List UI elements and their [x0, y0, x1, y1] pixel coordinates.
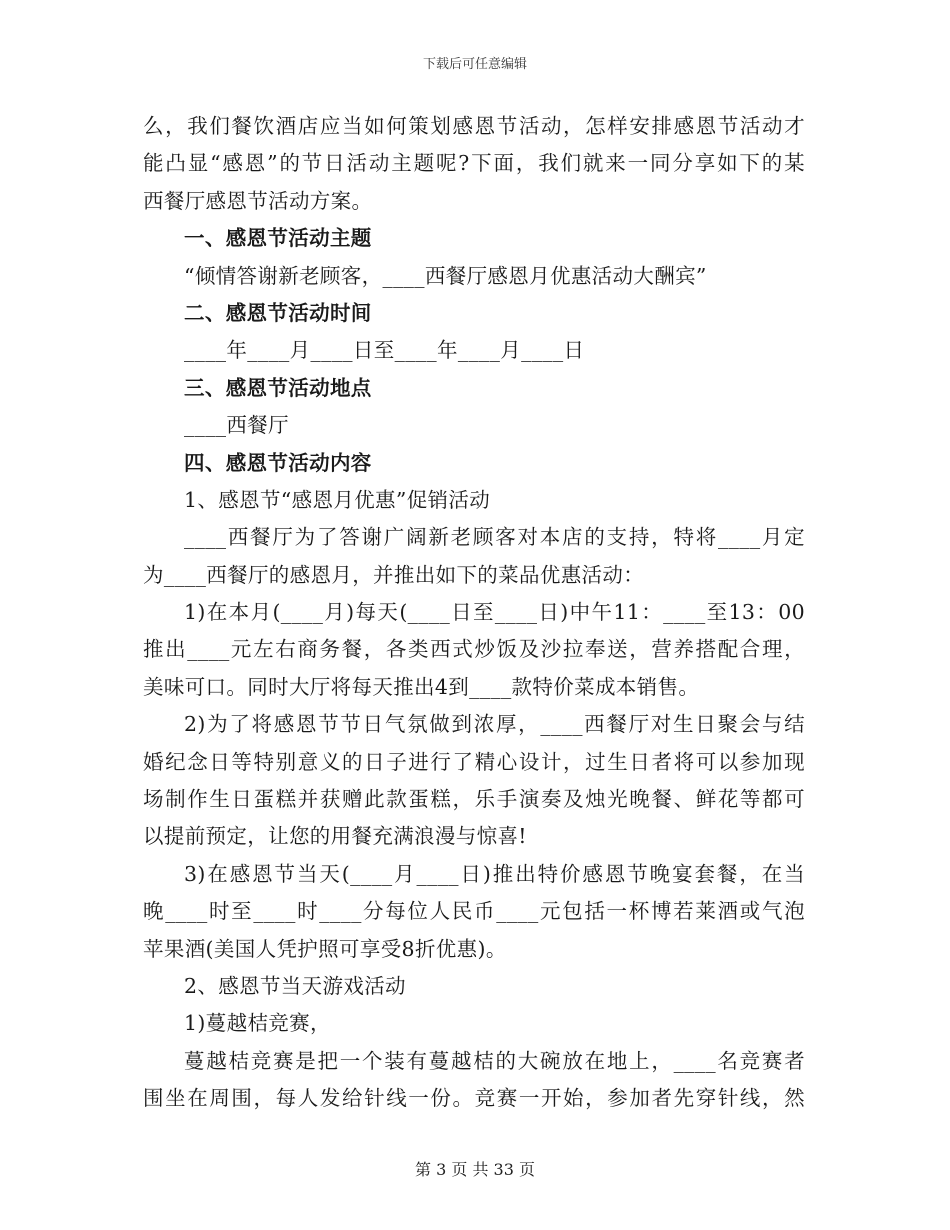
section-heading: 四、感恩节活动内容 [184, 450, 372, 475]
paragraph-line: “倾情答谢新老顾客，____西餐厅感恩月优惠活动大酬宾” [184, 263, 707, 288]
paragraph-line: 1)蔓越桔竞赛， [184, 1011, 331, 1036]
paragraph-line: 推出____元左右商务餐，各类西式炒饭及沙拉奉送，营养搭配合理， [143, 637, 805, 662]
paragraph-line: 2、感恩节当天游戏活动 [184, 973, 406, 998]
paragraph-line: 为____西餐厅的感恩月，并推出如下的菜品优惠活动： [143, 562, 645, 587]
paragraph-line: 晚____时至____时____分每位人民币____元包括一杯博若莱酒或气泡 [143, 899, 805, 924]
paragraph-line: 苹果酒(美国人凭护照可享受8折优惠)。 [143, 936, 507, 961]
paragraph-line: 么，我们餐饮酒店应当如何策划感恩节活动，怎样安排感恩节活动才 [143, 114, 805, 138]
page-footer: 第 3 页 共 33 页 [415, 1160, 535, 1179]
paragraph-line: 1)在本月(____月)每天(____日至____日)中午11：____至13：00 [184, 600, 805, 625]
paragraph-line: 以提前预定，让您的用餐充满浪漫与惊喜! [143, 824, 527, 849]
paragraph-line: 美味可口。同时大厅将每天推出4到____款特价菜成本销售。 [143, 674, 700, 699]
paragraph-line: 蔓越桔竞赛是把一个装有蔓越桔的大碗放在地上，____名竞赛者 [184, 1048, 805, 1073]
paragraph-line: 西餐厅感恩节活动方案。 [143, 188, 373, 213]
page-header: 下载后可任意编辑 [422, 57, 527, 72]
paragraph-line: ____西餐厅为了答谢广阔新老顾客对本店的支持，特将____月定 [184, 525, 805, 550]
section-heading: 二、感恩节活动时间 [184, 300, 372, 325]
paragraph-line: 场制作生日蛋糕并获赠此款蛋糕，乐手演奏及烛光晚餐、鲜花等都可 [143, 787, 805, 812]
paragraph-line: 3)在感恩节当天(____月____日)推出特价感恩节晚宴套餐，在当 [184, 861, 805, 886]
document-body [143, 108, 805, 1118]
paragraph-line: 1、感恩节“感恩月优惠”促销活动 [184, 487, 491, 512]
paragraph-line: 婚纪念日等特别意义的日子进行了精心设计，过生日者将可以参加现 [143, 749, 805, 774]
section-heading: 一、感恩节活动主题 [184, 226, 372, 251]
paragraph-line: 2)为了将感恩节节日气氛做到浓厚，____西餐厅对生日聚会与结 [184, 712, 805, 737]
paragraph-line: ____年____月____日至____年____月____日 [184, 338, 585, 363]
paragraph-line: ____西餐厅 [184, 413, 289, 438]
paragraph-line: 围坐在周围，每人发给针线一份。竞赛一开始，参加者先穿针线，然 [143, 1086, 805, 1111]
section-heading: 三、感恩节活动地点 [184, 375, 372, 400]
paragraph-line: 能凸显“感恩”的节日活动主题呢?下面，我们就来一同分享如下的某 [143, 151, 805, 176]
